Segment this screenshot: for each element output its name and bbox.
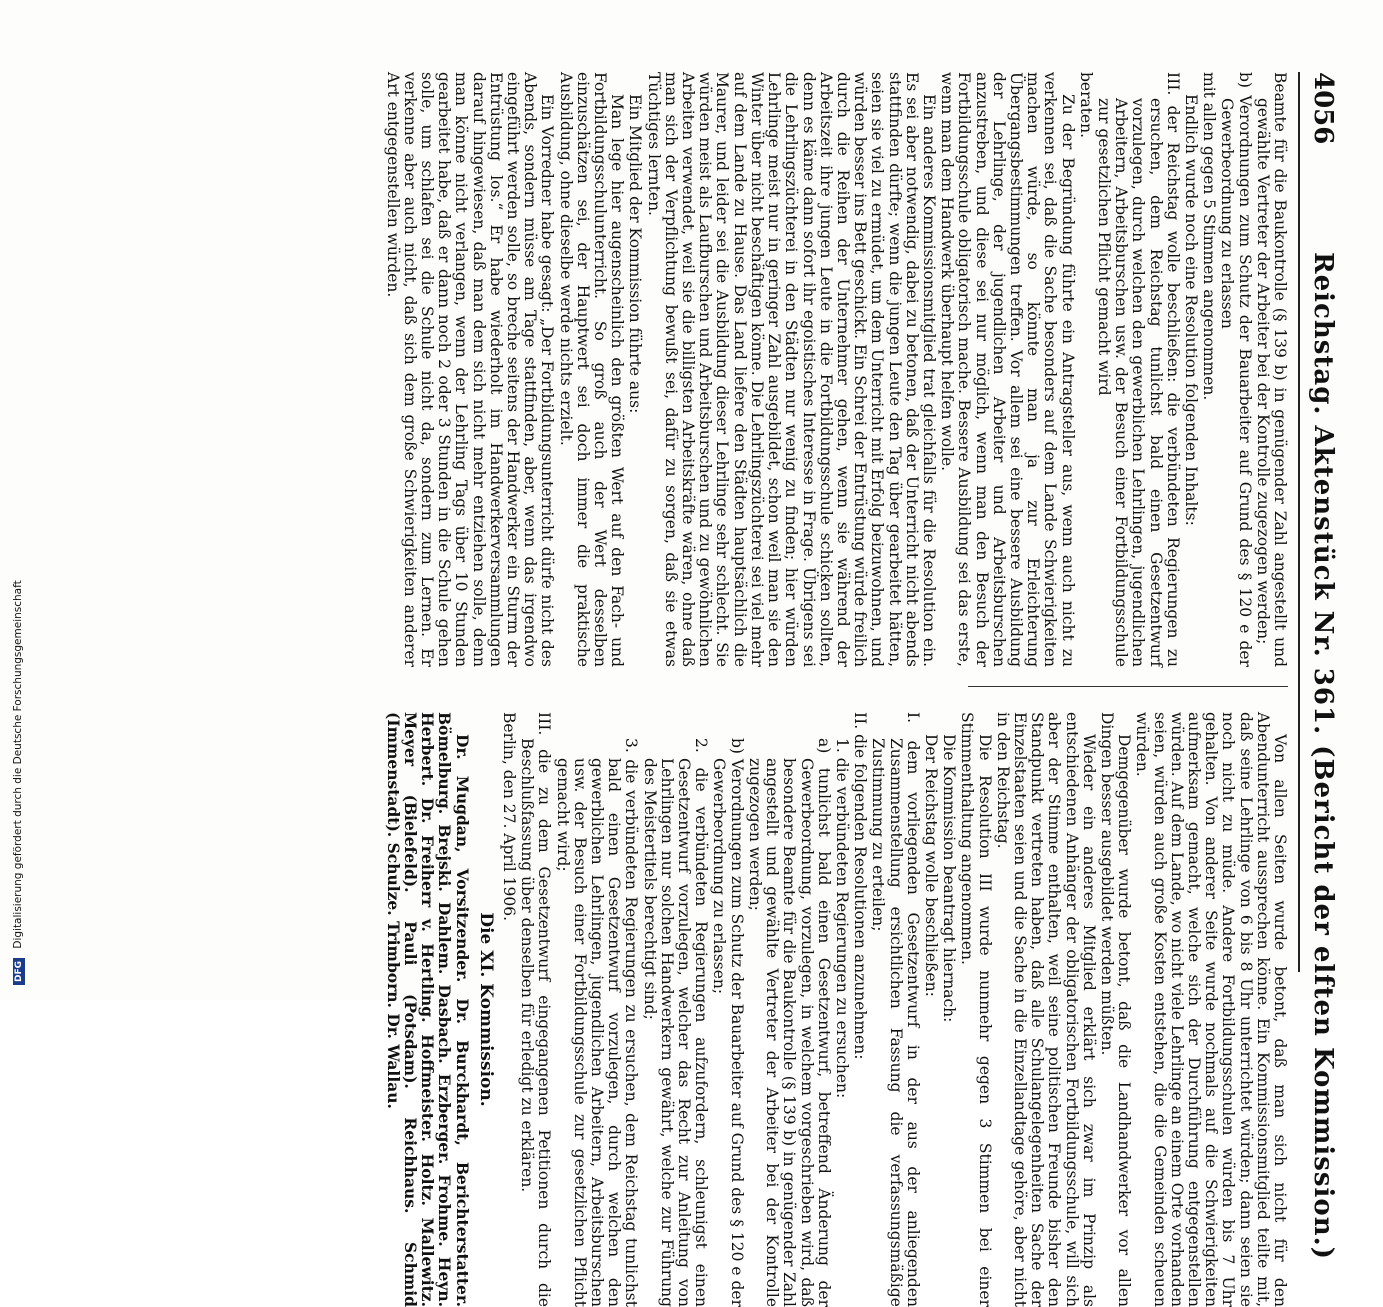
paragraph: beraten. — [1076, 72, 1095, 139]
paragraph: Ein Mitglied der Kommission führte aus: — [626, 94, 645, 414]
paragraph: Die XI. Kommission. — [475, 912, 496, 1107]
column-divider — [968, 686, 1288, 687]
page-number: 4056 — [1308, 72, 1338, 145]
paragraph: Demgegenüber wurde betont, daß die Landhandwerker vor allen Dingen besser ausgebildet werden müßten. — [1097, 712, 1134, 1307]
document-page — [70, 72, 1340, 1307]
paragraph: b) Verordnungen zum Schutz der Bauarbeiter auf Grund des § 120 e der Gewerbeordnung zu erlassen; — [710, 738, 746, 1307]
paragraph: mit allen gegen 5 Stimmen angenommen. — [1200, 72, 1219, 401]
paragraph: Man lege hier augenscheinlich den größten Wert auf den Fach- und Fortbildungsschulunterricht. So groß auch der Wert desselben einzuschätzen sei, der Hauptwert sei doch immer die praktische Ausbildung, ohne dieselbe werde nichts erzielt. — [556, 72, 627, 667]
paragraph: 2. die verbündeten Regierungen aufzufordern, schleunigst einen Gesetzentwurf vorzulegen, welcher das Recht zur Anleitung von Lehrlingen nur solchen Handwerkern gewährt, welche zur Führung des Meistertitels berechtigt sind; — [640, 738, 711, 1307]
paragraph: Zu der Begründung führte ein Antragsteller aus, wenn auch nicht zu verkennen sei, daß die Sache besonders auf dem Lande Schwierigkeiten machen würde, so könnte man ja zur Erleichterung Übergangsbestimmungen treffen. Vor allem sei eine bessere Ausbildung der Lehrlinge, der jugendlichen Arbeiter und Arbeitsburschen anzustreben, und diese sei nur möglich, wenn man den Besuch der Fortbildungsschule obligatorisch mache. Bessere Ausbildung sei das erste, wenn man dem Handwerk überhaupt helfen wolle. — [938, 72, 1077, 667]
paragraph: a) tunlichst bald einen Gesetzentwurf, betreffend Änderung der Gewerbeordnung, vorzulegen, in welchem vorgeschrieben wird, daß besondere Beamte für die Baukontrolle (§ 139 b) in genügender Zahl angestellt und gewählte Vertreter der Arbeiter bei der Kontrolle zugezogen werden; — [745, 738, 833, 1307]
paragraph: Wieder ein anderes Mitglied erklärt sich zwar im Prinzip als entschiedenen Anhänger der obligatorischen Fortbildungsschule, will sich aber der Stimme enthalten, weil seine politischen Freunde bisher den Standpunkt vertreten haben, daß alle Schulangelegenheiten Sache der Einzelstaaten seien und die Sache in die Einzellandtage gehöre, aber nicht in den Reichstag. — [993, 712, 1098, 1307]
paragraph: Der Reichstag wolle beschließen: — [921, 734, 940, 997]
paragraph: Dr. Mugdan, Vorsitzender. Dr. Burckhardt, Berichterstatter. Bömelburg. Brejski. Dahlem. Dasbach. Erzberger. Frohme. Heyn. Herbert. Dr. Freiherr v. Hertling. Hoffmeister. Holtz. Mallewitz. Meyer (Bielefeld). Pauli (Potsdam). Reichhaus. Schmid (Immenstadt). Schulze. Trimborn. Dr. Wallau. — [383, 712, 472, 1307]
paragraph: 3. die verbündeten Regierungen zu ersuchen, dem Reichstag tunlichst bald einen Gesetzentwurf vorzulegen, durch welchen den gewerblichen Lehrlingen, jugendlichen Arbeitern, Arbeitsburschen usw. der Besuch einer Fortbildungsschule zur gesetzlichen Pflicht gemacht wird; — [553, 738, 641, 1307]
dfg-logo: DFG — [13, 958, 25, 985]
page-header — [1298, 72, 1340, 1260]
right-column — [383, 712, 1289, 1307]
paragraph: Die Kommission beantragt hiernach: — [940, 734, 959, 1023]
paragraph: 1. die verbündeten Regierungen zu ersuchen: — [832, 738, 851, 1099]
paragraph: III. die zu dem Gesetzentwurf eingegangenen Petitionen durch die Beschlußfassung über denselben für erledigt zu erklären. — [518, 712, 554, 1307]
paragraph: Berlin, den 27. April 1906. — [500, 712, 519, 922]
paragraph: Endlich wurde noch eine Resolution folgenden Inhalts: — [1181, 94, 1200, 526]
paragraph: Ein anderes Kommissionsmitglied trat gleichfalls für die Resolution ein. Es sei aber notwendig, dabei zu betonen, daß der Unterricht nicht abends stattfinden dürfte; wenn die jungen Leute den Tag über gearbeitet hätten, seien sie viel zu ermüdet, um dem Unterricht mit Erfolg beizuwohnen, und würden besser ins Bett geschickt. Ein Schrei der Entrüstung würde freilich durch die Reihen der Unternehmer gehen, wenn sie während der Arbeitszeit ihre jungen Leute in die Fortbildungsschule schicken sollten, denn es käme dann sofort ihr egoistisches Interesse in Frage. Übrigens sei die Lehrlingszüchterei in den Städten nur wenig zu finden; hier würden Lehrlinge meist nur in geringer Zahl ausgebildet, schon weil man sie den Winter über nicht beschäftigen könne. Die Lehrlingszüchterei sei viel mehr auf dem Lande zu Hause. Das Land liefere den Städten hauptsächlich die Maurer, und leider sei die Ausbildung dieser Lehrlinge sehr schlecht. Sie würden meist als Laufburschen und Arbeitsburschen und zu gewöhnlichen Arbeiten verwendet, weil sie die billigsten Arbeitskräfte wären, ohne daß man sich der Verpflichtung bewußt sei, dafür zu sorgen, daß sie etwas Tüchtiges lernten. — [644, 72, 938, 667]
paragraph: Die Resolution III wurde nunmehr gegen 3 Stimmen bei einer Stimmenthaltung angenommen. — [958, 712, 994, 1307]
paragraph: b) Verordnungen zum Schutz der Bauarbeiter auf Grund des § 120 e der Gewerbeordnung zu erlassen — [1218, 72, 1254, 667]
running-head: Reichstag. Aktenstück Nr. 361. (Bericht der elften Kommission.) — [1308, 252, 1338, 1260]
digitization-footer — [12, 580, 25, 985]
paragraph: II. die folgenden Resolutionen anzunehmen: — [851, 712, 870, 1060]
paragraph: Beamte für die Baukontrolle (§ 139 b) in genügender Zahl angestellt und gewählte Vertreter der Arbeiter bei der Kontrolle zugezogen werden; — [1253, 72, 1289, 667]
footer-text: Digitalisierung gefördert durch die Deutsche Forschungsgemeinschaft — [12, 580, 24, 949]
paragraph: Von allen Seiten wurde betont, daß man sich nicht für den Abendunterricht aussprechen könne. Ein Kommissionsmitglied teilte mit, daß seine Lehrlinge von 6 bis 8 Uhr unterrichtet würden; dann seien sie noch nicht zu müde. Andere Fortbildungsschulen würden bis 7 Uhr gehalten. Von anderer Seite wurde nochmals auf die Schwierigkeiten aufmerksam gemacht, welche sich der Durchführung entgegenstellen würden. Auf dem Lande, wo nicht viele Lehrlinge an einem Orte vorhanden seien, würden auch große Kosten entstehen, die die Gemeinden scheuen würden. — [1133, 712, 1289, 1307]
paragraph: Ein Vorredner habe gesagt: „Der Fortbildungsunterricht dürfe nicht des Abends, sondern müsse am Tage stattfinden, aber, wenn das irgendwo eingeführt werden solle, so breche seitens der Handwerker ein Sturm der Entrüstung los.“ Er habe wiederholt im Handwerkerversammlungen darauf hingewiesen, daß man dem sich nicht mehr entziehen solle, denn man könne nicht verlangen, wenn der Lehrling Tags über 10 Stunden gearbeitet habe, daß er dann noch 2 oder 3 Stunden in die Schule gehen solle, um schlafen sei die Schule nicht da, sondern zum Lernen. Er verkenne aber auch nicht, daß sich dem große Schwierigkeiten anderer Art entgegenstellen würden. — [383, 72, 557, 667]
left-column — [383, 72, 1289, 667]
paragraph: I. dem vorliegenden Gesetzentwurf in der aus der anliegenden Zusammenstellung ersichtlichen Fassung die verfassungsmäßige Zustimmung zu erteilen; — [869, 712, 922, 1307]
paragraph: III. der Reichstag wolle beschließen: die verbündeten Regierungen zu ersuchen, dem Reichstag tunlichst bald einen Gesetzentwurf vorzulegen, durch welchen den gewerblichen Lehrlingen, jugendlichen Arbeitern, Arbeitsburschen usw. der Besuch einer Fortbildungsschule zur gesetzlichen Pflicht gemacht wird — [1094, 72, 1182, 667]
